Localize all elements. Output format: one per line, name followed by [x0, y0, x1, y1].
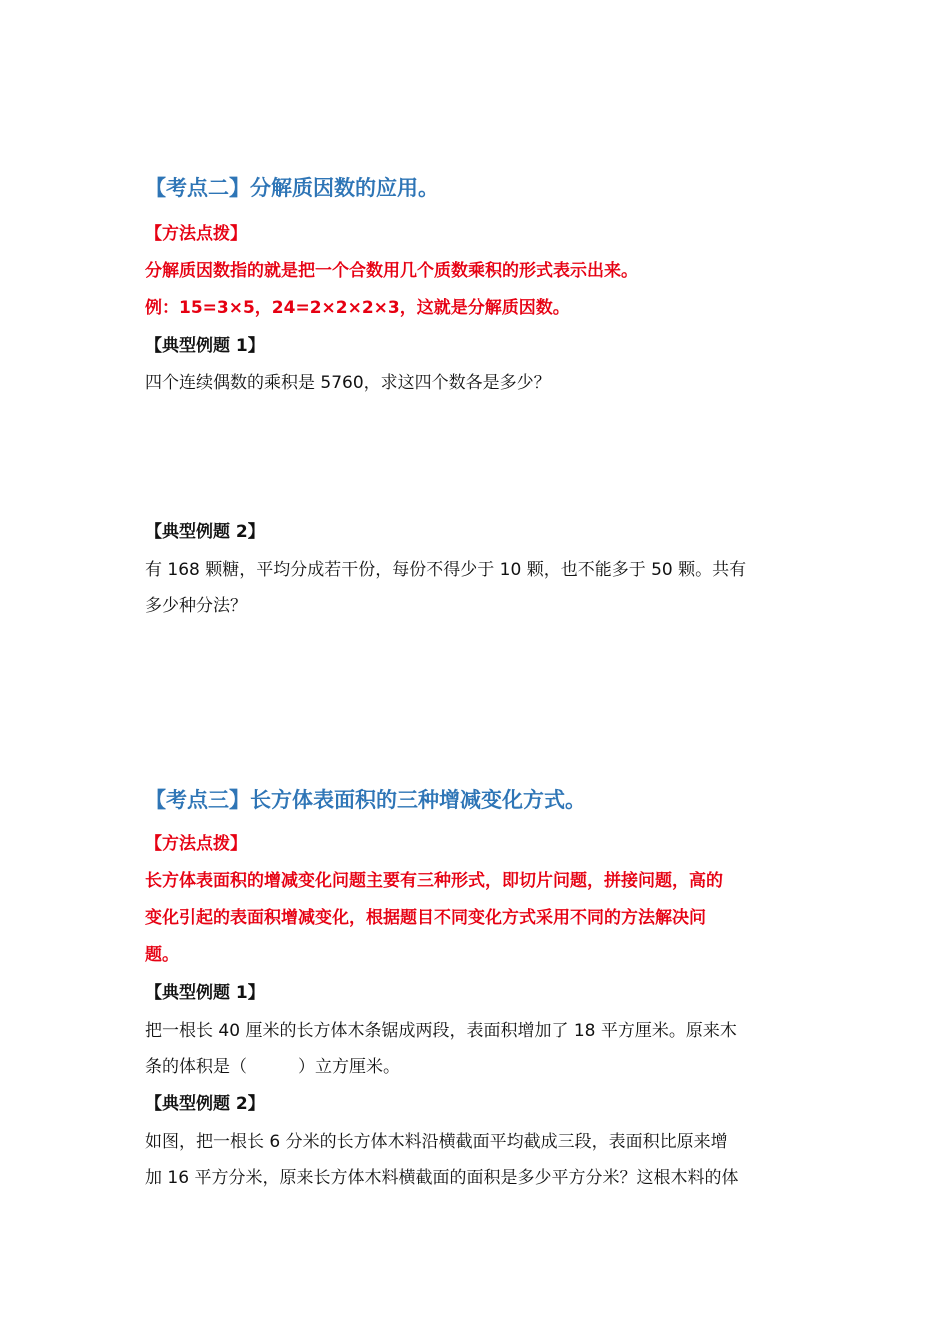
- section2-example1-text: 四个连续偶数的乘积是 5760，求这四个数各是多少？: [145, 373, 551, 393]
- section2-method-line1: 分解质因数指的就是把一个合数用几个质数乘积的形式表示出来。: [145, 261, 638, 281]
- section3-example2-line1: 如图，把一根长 6 分米的长方体木料沿横截面平均截成三段，表面积比原来增: [145, 1132, 728, 1152]
- section3-method-line3: 题。: [145, 945, 179, 965]
- section3-example1-line1: 把一根长 40 厘米的长方体木条锯成两段，表面积增加了 18 平方厘米。原来木: [145, 1021, 737, 1041]
- section3-heading: 【考点三】长方体表面积的三种增减变化方式。: [145, 788, 586, 812]
- section2-example2-line1: 有 168 颗糖，平均分成若干份，每份不得少于 10 颗，也不能多于 50 颗。共有: [145, 560, 747, 580]
- section2-method-label: 【方法点拨】: [145, 224, 247, 244]
- section3-example2-label: 【典型例题 2】: [145, 1094, 265, 1114]
- section2-example1-label: 【典型例题 1】: [145, 336, 265, 356]
- section3-method-label: 【方法点拨】: [145, 834, 247, 854]
- section3-method-line1: 长方体表面积的增减变化问题主要有三种形式，即切片问题，拼接问题，高的: [145, 871, 723, 891]
- section3-example1-label: 【典型例题 1】: [145, 983, 265, 1003]
- section2-example2-line2: 多少种分法？: [145, 596, 247, 616]
- section2-heading: 【考点二】分解质因数的应用。: [145, 176, 439, 200]
- section2-example2-label: 【典型例题 2】: [145, 522, 265, 542]
- section2-method-line2: 例：15=3×5，24=2×2×2×3，这就是分解质因数。: [145, 298, 570, 318]
- section3-example1-line2: 条的体积是（ ）立方厘米。: [145, 1057, 400, 1077]
- section3-example2-line2: 加 16 平方分米，原来长方体木料横截面的面积是多少平方分米？这根木料的体: [145, 1168, 739, 1188]
- section3-method-line2: 变化引起的表面积增减变化，根据题目不同变化方式采用不同的方法解决问: [145, 908, 706, 928]
